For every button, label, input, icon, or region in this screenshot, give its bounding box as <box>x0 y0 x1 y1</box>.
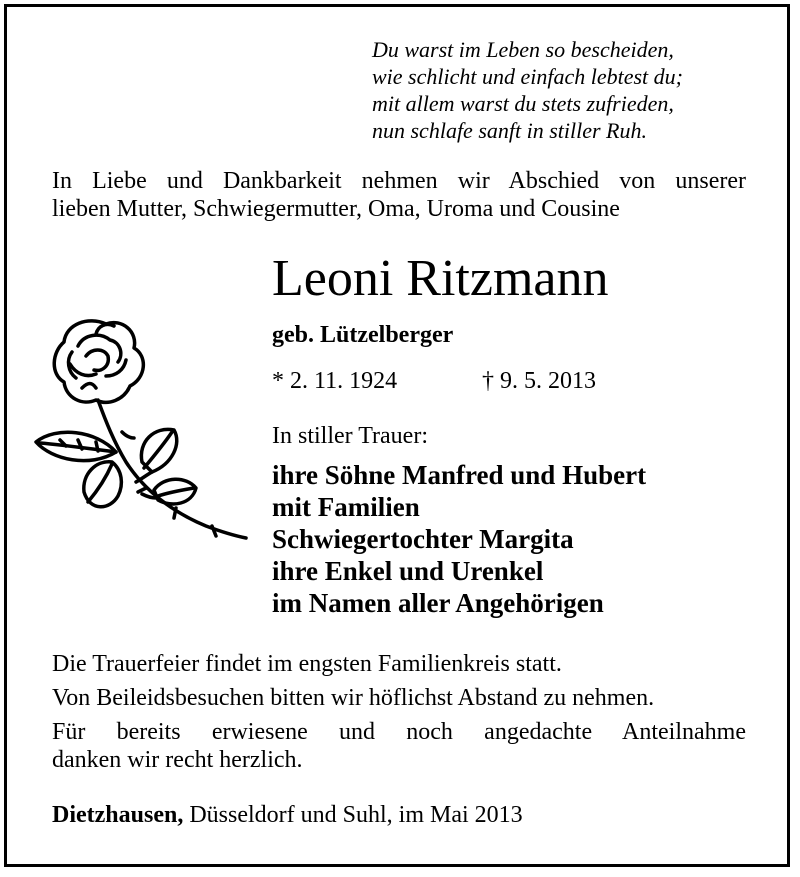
poem-line: nun schlafe sanft in stiller Ruh. <box>372 118 647 143</box>
thanks-line: danken wir recht herzlich. <box>52 747 303 773</box>
poem <box>372 36 683 144</box>
deceased-name: Leoni Ritzmann <box>272 250 609 307</box>
mourner-line: im Namen aller Angehörigen <box>272 588 604 618</box>
death-date: † 9. 5. 2013 <box>482 368 596 394</box>
visits-note: Von Beileidsbesuchen bitten wir höflichst Abstand zu nehmen. <box>52 685 655 711</box>
mourning-label: In stiller Trauer: <box>272 423 428 449</box>
intro-line: In Liebe und Dankbarkeit nehmen wir Abschied von unserer <box>52 168 746 194</box>
mourner-line: mit Familien <box>272 492 420 522</box>
life-dates <box>272 368 596 395</box>
poem-line: Du warst im Leben so bescheiden, <box>372 37 674 62</box>
mourner-line: ihre Enkel und Urenkel <box>272 556 544 586</box>
thanks-line: Für bereits erwiesene und noch angedachte Anteilnahme <box>52 719 746 745</box>
intro-text <box>52 167 746 223</box>
rose-icon <box>26 312 252 552</box>
birth-name: geb. Lützelberger <box>272 322 454 348</box>
birth-date: * 2. 11. 1924 <box>272 368 398 394</box>
poem-line: mit allem warst du stets zufrieden, <box>372 91 674 116</box>
signoff <box>52 802 523 829</box>
notes <box>52 650 746 774</box>
mourners-list <box>272 459 646 619</box>
mourner-line: Schwiegertochter Margita <box>272 524 574 554</box>
funeral-note: Die Trauerfeier findet im engsten Familienkreis statt. <box>52 651 562 677</box>
signoff-place: Dietzhausen, <box>52 802 184 828</box>
signoff-rest: Düsseldorf und Suhl, im Mai 2013 <box>183 802 523 828</box>
intro-line: lieben Mutter, Schwiegermutter, Oma, Uroma und Cousine <box>52 196 620 222</box>
poem-line: wie schlicht und einfach lebtest du; <box>372 64 683 89</box>
mourner-line: ihre Söhne Manfred und Hubert <box>272 460 647 490</box>
